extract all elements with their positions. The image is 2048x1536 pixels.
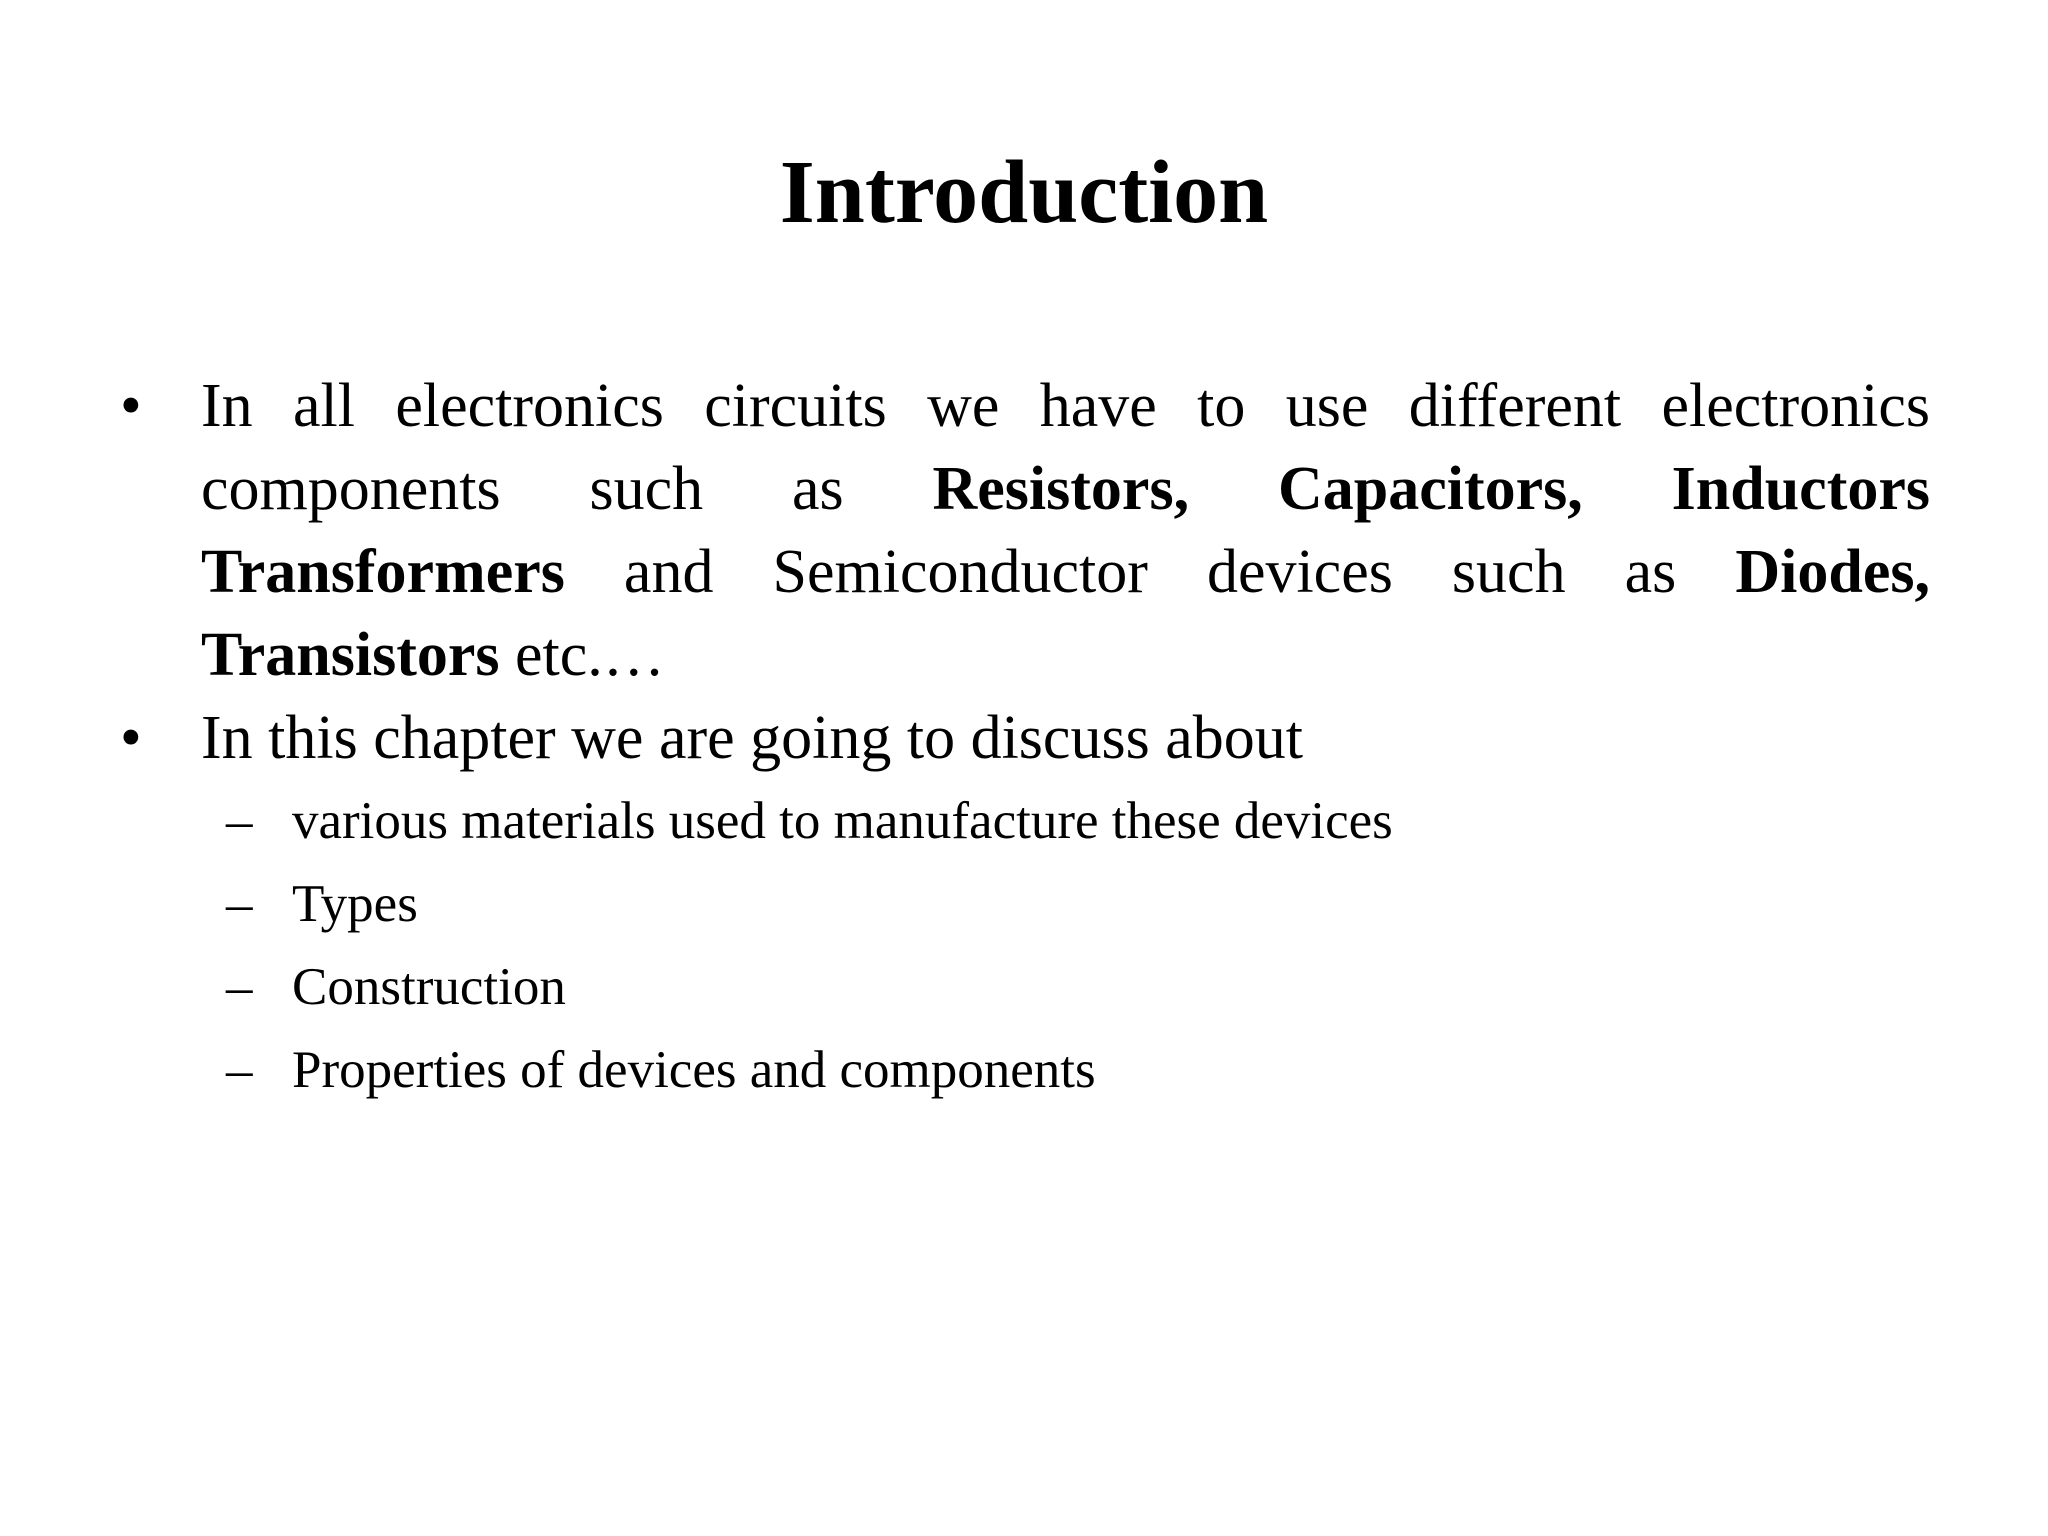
dash-icon: – bbox=[226, 1041, 253, 1099]
bullet-text: and Semiconductor devices such as bbox=[564, 538, 1736, 606]
dash-icon: – bbox=[226, 958, 253, 1016]
bullet-item bbox=[120, 365, 1930, 697]
sub-bullet-item bbox=[226, 863, 1930, 946]
sub-bullet-text: various materials used to manufacture these devices bbox=[292, 792, 1393, 850]
sub-bullet-text: Types bbox=[292, 875, 418, 933]
bullet-icon: • bbox=[120, 372, 142, 440]
sub-bullet-item bbox=[226, 780, 1930, 863]
dash-icon: – bbox=[226, 875, 253, 933]
sub-bullet-item bbox=[226, 946, 1930, 1029]
slide-body bbox=[120, 365, 1930, 1112]
sub-bullet-text: Properties of devices and components bbox=[292, 1041, 1096, 1099]
slide-title: Introduction bbox=[779, 143, 1269, 242]
bullet-text-bold: Diodes, Transistors bbox=[201, 538, 1930, 689]
dash-icon: – bbox=[226, 792, 253, 850]
bullet-text-bold: Resistors, Capacitors, Inductors Transformers bbox=[201, 455, 1930, 606]
bullet-text: In all electronics circuits we have to use different electronics components such as bbox=[201, 372, 1930, 523]
sub-bullet-text: Construction bbox=[292, 958, 566, 1016]
bullet-item bbox=[120, 697, 1930, 780]
sub-bullet-list bbox=[120, 780, 1930, 1112]
sub-bullet-item bbox=[226, 1029, 1930, 1112]
bullet-text: In this chapter we are going to discuss about bbox=[201, 704, 1303, 772]
bullet-icon: • bbox=[120, 704, 142, 772]
bullet-text: etc.… bbox=[499, 621, 665, 689]
